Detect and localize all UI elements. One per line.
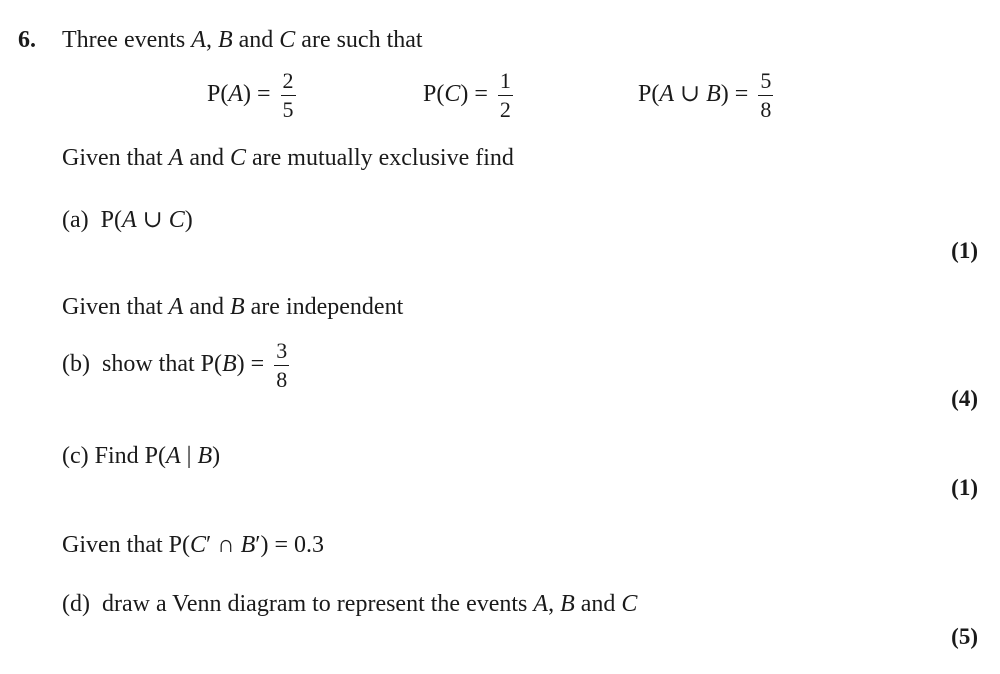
fraction-paub: $\frac{5}{8}$ — [760, 68, 772, 122]
question-number: 6. — [18, 27, 36, 53]
part-b-label: (b) — [62, 351, 90, 378]
part-d-marks: (5) — [951, 624, 978, 649]
part-c: (c) Find P(A | B) — [62, 443, 221, 469]
fraction-pb: $\frac{3}{8}$ — [276, 338, 288, 392]
given-pc: P(C) = $\frac{1}{2}$ — [423, 68, 511, 122]
question-intro: Three events A, B and C are such that — [62, 27, 423, 53]
stem-mutually-exclusive: Given that A and C are mutually exclusive find — [62, 145, 514, 171]
part-c-label: (c) — [62, 443, 89, 469]
stem-independent: Given that A and B are independent — [62, 294, 404, 320]
part-a-marks: (1) — [951, 238, 978, 263]
fraction-pc: $\frac{1}{2}$ — [499, 68, 511, 122]
part-a-label: (a) — [62, 207, 89, 233]
part-d: (d) draw a Venn diagram to represent the events A, B and C — [62, 591, 638, 617]
part-c-marks: (1) — [951, 475, 978, 500]
given-pa: P(A) = $\frac{2}{5}$ — [207, 68, 294, 122]
part-b: (b) show that P(B) = $\frac{3}{8}$ — [62, 338, 288, 392]
stem-complement: Given that P(C′ ∩ B′) = 0.3 — [62, 532, 325, 558]
part-d-label: (d) — [62, 591, 90, 617]
part-a: (a) P(A ∪ C) — [62, 207, 193, 233]
fraction-pa: $\frac{2}{5}$ — [282, 68, 294, 122]
part-b-marks: (4) — [951, 386, 978, 411]
given-paub: P(A ∪ B) = $\frac{5}{8}$ — [638, 68, 772, 122]
